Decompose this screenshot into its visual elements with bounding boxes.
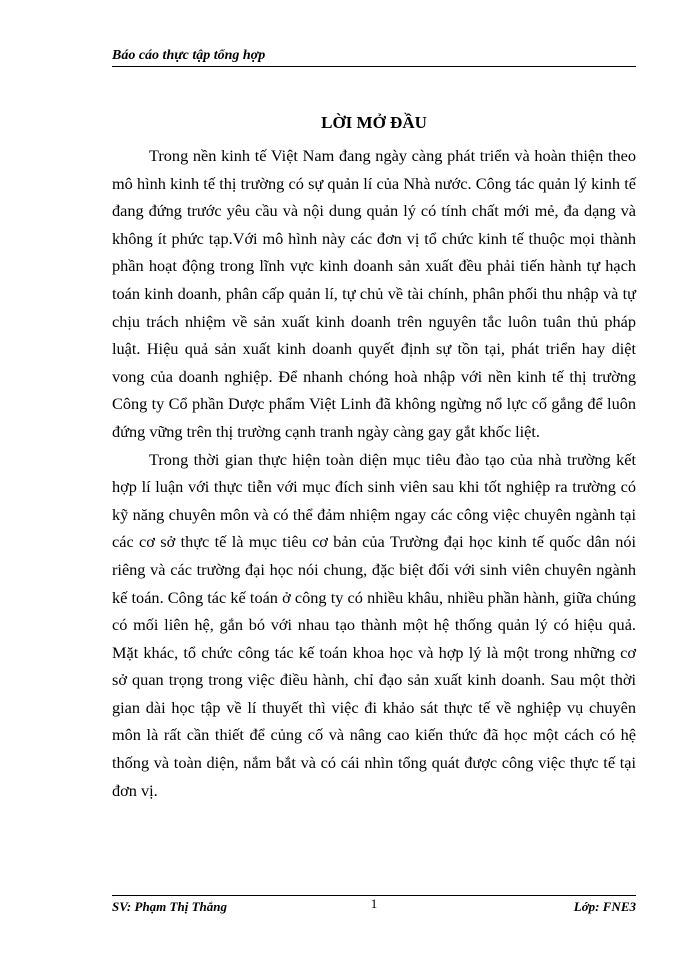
footer-student-name: SV: Phạm Thị Thắng bbox=[112, 899, 227, 914]
document-heading: LỜI MỞ ĐẦU bbox=[321, 113, 427, 132]
page-footer bbox=[112, 895, 636, 916]
paragraph: Trong thời gian thực hiện toàn diện mục tiêu đào tạo của nhà trường kết hợp lí luận với thực tiễn với mục đích sinh viên sau khi tốt nghiệp ra trường có kỹ năng chuyên môn và có thể đảm nhiệm ngay các công việc chuyên ngành tại các cơ sở thực tế là mục tiêu cơ bản của Trường đại học kinh tế quốc dân nói riêng và các trường đại học nói chung, đặc biệt đối với sinh viên chuyên ngành kế toán. Công tác kế toán ở công ty có nhiều khâu, nhiều phần hành, giữa chúng có mối liên hệ, gắn bó với nhau tạo thành một hệ thống quản lý có hiệu quả. Mặt khác, tổ chức công tác kế toán khoa học và hợp lý là một trong những cơ sở quan trọng trong việc điều hành, chỉ đạo sản xuất kinh doanh. Sau một thời gian dài học tập về lí thuyết thì việc đi khảo sát thực tế về nghiệp vụ chuyên môn là rất cần thiết để củng cố và nâng cao kiến thức đã học một cách có hệ thống và toàn diện, nắm bắt và có cái nhìn tổng quát được công việc thực tế tại đơn vị. bbox=[112, 449, 636, 800]
footer-class: Lớp: FNE3 bbox=[573, 899, 636, 914]
paragraph: Trong nền kinh tế Việt Nam đang ngày càng phát triển và hoàn thiện theo mô hình kinh tế thị trường có sự quản lí của Nhà nước. Công tác quản lý kinh tế đang đứng trước yêu cầu và nội dung quản lý có tính chất mới mẻ, đa dạng và không ít phức tạp.Với mô hình này các đơn vị tổ chức kinh tế thuộc mọi thành phần hoạt động trong lĩnh vực kinh doanh sản xuất đều phải tiến hành tự hạch toán kinh doanh, phân cấp quản lí, tự chủ về tài chính, phân phối thu nhập và tự chịu trách nhiệm về sản xuất kinh doanh trên nguyên tắc luôn tuân thủ pháp luật. Hiệu quả sản xuất kinh doanh quyết định sự tồn tại, phát triển hay diệt vong của doanh nghiệp. Để nhanh chóng hoà nhập với nền kinh tế thị trường Công ty Cổ phần Dược phẩm Việt Linh đã không ngừng nổ lực cố gắng để luôn đứng vững trên thị trường cạnh tranh ngày càng gay gắt khốc liệt. bbox=[112, 146, 636, 441]
page-header bbox=[112, 48, 636, 67]
footer-page-number: 1 bbox=[370, 896, 378, 911]
document-body bbox=[112, 142, 636, 804]
header-title: Báo cáo thực tập tổng hợp bbox=[112, 48, 266, 63]
